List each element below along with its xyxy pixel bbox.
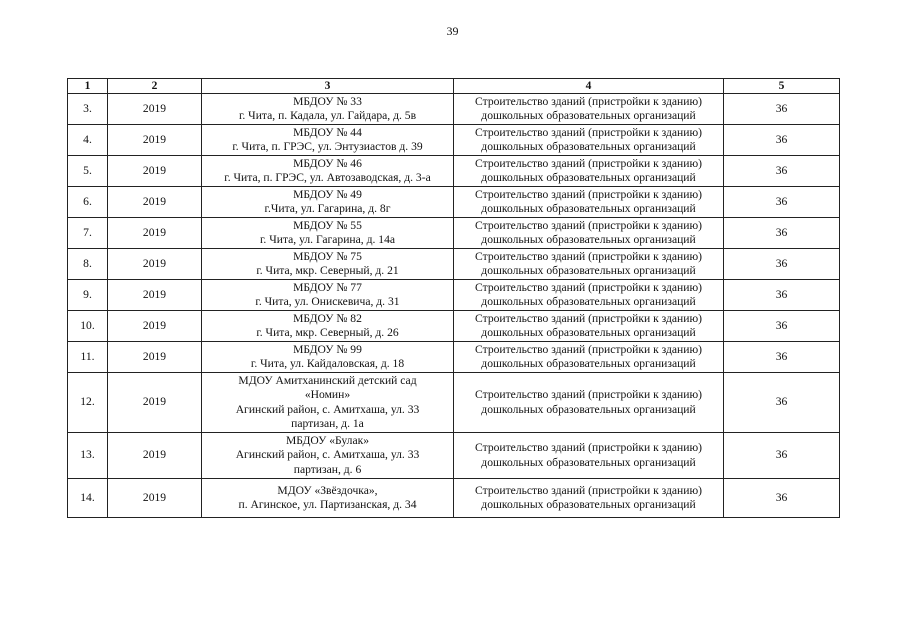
row-number-cell: 4. [68,125,108,156]
table-body [68,94,840,518]
header-col-5: 5 [724,79,840,94]
object-line: МБДОУ № 44 [293,125,362,139]
object-line: МБДОУ № 55 [293,218,362,232]
work-type-line: Строительство зданий (пристройки к зданию) [475,311,702,325]
table-row [68,280,840,311]
work-type-line: дошкольных образовательных организаций [481,140,696,153]
year-cell: 2019 [108,311,202,342]
work-type-line: Строительство зданий (пристройки к зданию) [475,125,702,139]
object-cell [202,311,454,342]
object-line: г. Чита, п. ГРЭС, ул. Автозаводская, д. 3-а [224,171,431,184]
row-number-cell: 7. [68,218,108,249]
object-cell [202,187,454,218]
value-cell: 36 [724,94,840,125]
value-cell: 36 [724,479,840,518]
work-type-line: Строительство зданий (пристройки к зданию) [475,187,702,201]
work-type-cell [454,187,724,218]
object-line: г. Чита, мкр. Северный, д. 21 [256,264,399,277]
object-line: г. Чита, мкр. Северный, д. 26 [256,326,399,339]
object-line: г.Чита, ул. Гагарина, д. 8г [264,202,391,215]
object-line: МДОУ Амитханинский детский сад [238,373,417,387]
year-cell: 2019 [108,249,202,280]
work-type-line: дошкольных образовательных организаций [481,357,696,370]
year-cell: 2019 [108,94,202,125]
value-cell: 36 [724,249,840,280]
row-number-cell: 12. [68,373,108,433]
work-type-cell [454,94,724,125]
header-col-1: 1 [68,79,108,94]
work-type-cell [454,479,724,518]
table-row [68,311,840,342]
table-row [68,187,840,218]
table-row [68,156,840,187]
year-cell: 2019 [108,479,202,518]
row-number-cell: 3. [68,94,108,125]
work-type-line: Строительство зданий (пристройки к зданию) [475,156,702,170]
year-cell: 2019 [108,280,202,311]
work-type-line: дошкольных образовательных организаций [481,171,696,184]
row-number-cell: 5. [68,156,108,187]
row-number-cell: 11. [68,342,108,373]
header-col-3: 3 [202,79,454,94]
object-line: МБДОУ № 82 [293,311,362,325]
value-cell: 36 [724,125,840,156]
work-type-line: дошкольных образовательных организаций [481,326,696,339]
work-type-line: дошкольных образовательных организаций [481,202,696,215]
value-cell: 36 [724,187,840,218]
object-line: партизан, д. 1а [291,416,364,430]
value-cell: 36 [724,218,840,249]
table-header-row [68,79,840,94]
work-type-line: Строительство зданий (пристройки к зданию) [475,441,702,455]
object-cell [202,156,454,187]
object-line: МБДОУ № 33 [293,94,362,108]
object-line: МБДОУ № 77 [293,280,362,294]
table-row [68,373,840,433]
value-cell: 36 [724,433,840,479]
row-number-cell: 13. [68,433,108,479]
value-cell: 36 [724,311,840,342]
work-type-cell [454,156,724,187]
work-type-line: дошкольных образовательных организаций [481,233,696,246]
work-type-cell [454,280,724,311]
row-number-cell: 6. [68,187,108,218]
year-cell: 2019 [108,373,202,433]
work-type-line: дошкольных образовательных организаций [481,402,696,416]
table-row [68,94,840,125]
value-cell: 36 [724,373,840,433]
work-type-line: дошкольных образовательных организаций [481,498,696,511]
work-type-line: Строительство зданий (пристройки к зданию) [475,280,702,294]
year-cell: 2019 [108,342,202,373]
object-line: г. Чита, п. ГРЭС, ул. Энтузиастов д. 39 [232,140,423,153]
work-type-line: Строительство зданий (пристройки к зданию) [475,218,702,232]
value-cell: 36 [724,156,840,187]
row-number-cell: 10. [68,311,108,342]
work-type-line: Строительство зданий (пристройки к зданию) [475,94,702,108]
object-line: МБДОУ № 46 [293,156,362,170]
object-line: МБДОУ «Булак» [285,434,370,448]
table-row [68,125,840,156]
object-line: г. Чита, ул. Кайдаловская, д. 18 [250,357,405,370]
work-type-cell [454,311,724,342]
work-type-cell [454,218,724,249]
table-row [68,218,840,249]
value-cell: 36 [724,342,840,373]
object-cell [202,249,454,280]
page-number: 39 [446,24,459,38]
object-cell [202,280,454,311]
object-line: Агинский район, с. Амитхаша, ул. 33 [235,402,420,416]
object-line: МДОУ «Звёздочка», [277,483,378,497]
object-cell [202,94,454,125]
object-line: «Номин» [304,388,351,402]
object-line: МБДОУ № 49 [293,187,362,201]
object-line: г. Чита, ул. Гагарина, д. 14а [259,233,396,246]
table-row [68,479,840,518]
year-cell: 2019 [108,218,202,249]
work-type-cell [454,125,724,156]
work-type-line: дошкольных образовательных организаций [481,455,696,469]
work-type-line: дошкольных образовательных организаций [481,109,696,122]
table-row [68,342,840,373]
year-cell: 2019 [108,125,202,156]
row-number-cell: 14. [68,479,108,518]
object-line: п. Агинское, ул. Партизанская, д. 34 [238,498,417,511]
object-cell [202,342,454,373]
object-line: партизан, д. 6 [293,462,362,476]
row-number-cell: 9. [68,280,108,311]
work-type-cell [454,249,724,280]
object-line: МБДОУ № 75 [293,249,362,263]
header-col-2: 2 [108,79,202,94]
object-cell [202,479,454,518]
work-type-cell [454,433,724,479]
data-table [67,78,840,518]
year-cell: 2019 [108,187,202,218]
object-line: г. Чита, п. Кадала, ул. Гайдара, д. 5в [238,109,417,122]
work-type-line: дошкольных образовательных организаций [481,295,696,308]
object-line: г. Чита, ул. Онискевича, д. 31 [255,295,400,308]
object-cell [202,433,454,479]
year-cell: 2019 [108,433,202,479]
object-cell [202,373,454,433]
work-type-cell [454,373,724,433]
object-cell [202,218,454,249]
object-cell [202,125,454,156]
header-col-4: 4 [454,79,724,94]
row-number-cell: 8. [68,249,108,280]
year-cell: 2019 [108,156,202,187]
work-type-cell [454,342,724,373]
object-line: МБДОУ № 99 [293,342,362,356]
work-type-line: Строительство зданий (пристройки к зданию) [475,483,702,497]
table-row [68,433,840,479]
work-type-line: Строительство зданий (пристройки к зданию) [475,249,702,263]
work-type-line: дошкольных образовательных организаций [481,264,696,277]
object-line: Агинский район, с. Амитхаша, ул. 33 [235,448,420,462]
work-type-line: Строительство зданий (пристройки к зданию) [475,342,702,356]
work-type-line: Строительство зданий (пристройки к зданию) [475,388,702,402]
value-cell: 36 [724,280,840,311]
table-row [68,249,840,280]
